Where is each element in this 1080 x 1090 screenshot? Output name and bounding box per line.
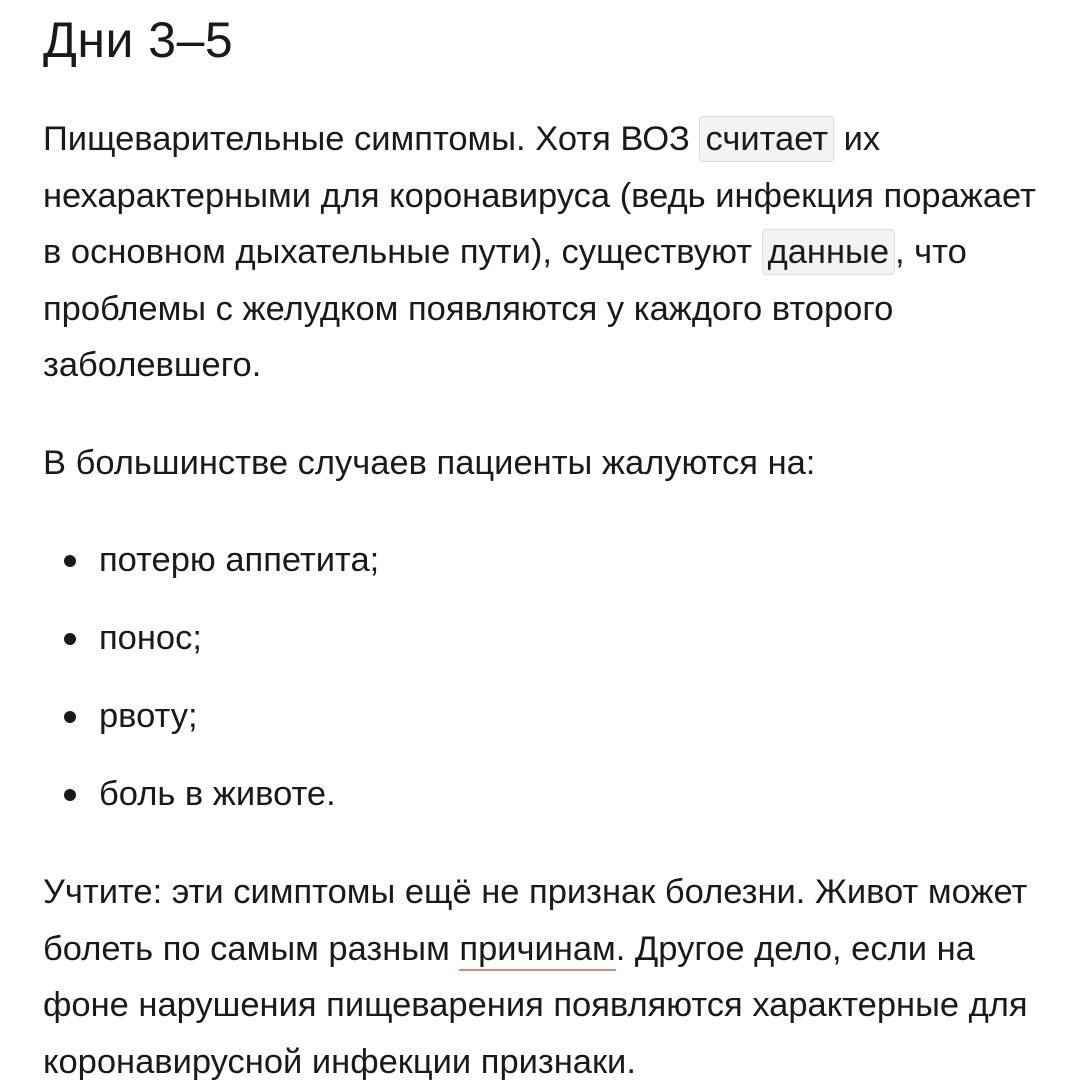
paragraph-text: Учтите: эти симптомы ещё не признак болезни. Живот может болеть по самым разным	[43, 873, 1028, 968]
link-prichinam[interactable]: причинам	[459, 930, 615, 971]
paragraph-text: . Другое дело, если на фоне нарушения пищеварения появляются характерные для коронавирусной инфекции признаки.	[43, 929, 1028, 1081]
list-item	[43, 532, 379, 610]
bullet-icon	[64, 555, 76, 567]
section-heading: Дни 3–5	[43, 12, 234, 68]
reference-chip-dannye[interactable]: данные	[762, 229, 895, 275]
list-item-text: рвоту;	[99, 697, 198, 735]
paragraph-digestive-symptoms	[43, 111, 1053, 394]
list-item	[43, 688, 379, 766]
symptoms-list	[43, 532, 379, 844]
paragraph-text: , что проблемы с желудком появляются у каждого второго заболевшего.	[43, 233, 967, 384]
reference-chip-schitaet[interactable]: считает	[699, 116, 834, 162]
paragraph-text: Пищеварительные симптомы. Хотя ВОЗ	[43, 120, 700, 158]
bullet-icon	[64, 633, 76, 645]
bullet-icon	[64, 711, 76, 723]
paragraph-note	[43, 864, 1053, 1090]
list-item	[43, 610, 379, 688]
list-item-text: потерю аппетита;	[99, 541, 380, 579]
list-item-text: боль в животе.	[99, 775, 336, 813]
list-item-text: понос;	[99, 619, 202, 657]
paragraph-complaints-intro: В большинстве случаев пациенты жалуются на:	[43, 444, 816, 482]
paragraph-text: их нехарактерными для коронавируса (ведь инфекция поражает в основном дыхательные пути), существуют	[43, 120, 1036, 271]
list-item	[43, 766, 379, 844]
bullet-icon	[64, 789, 76, 801]
